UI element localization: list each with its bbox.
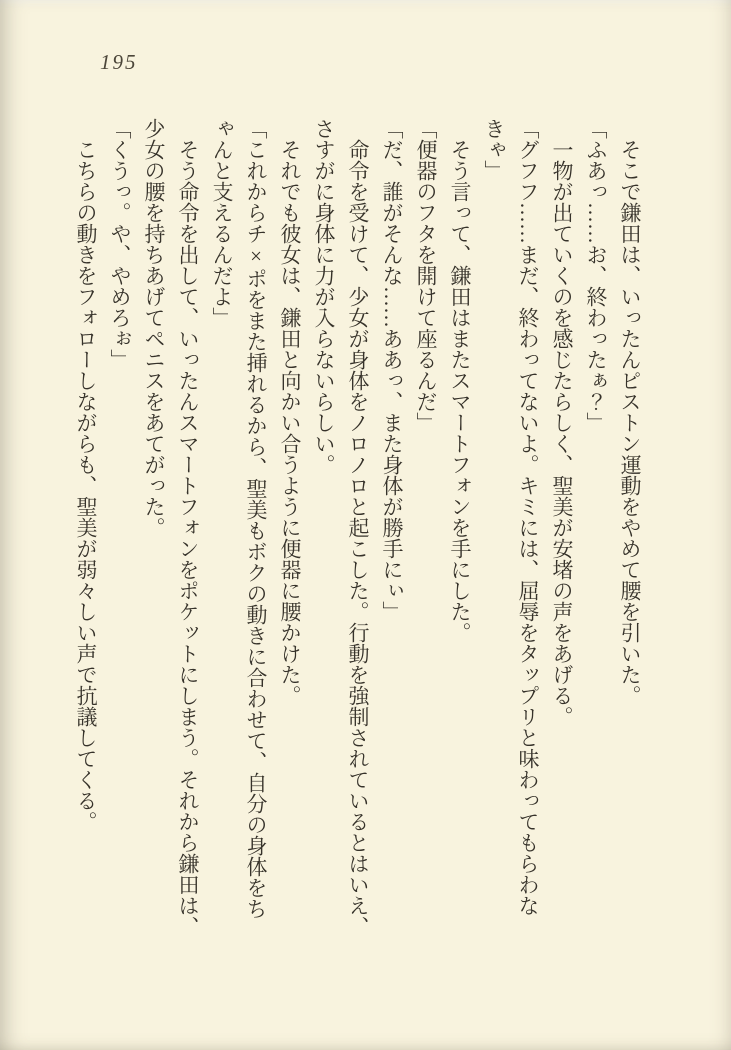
text-column: 「グフフ……まだ、終わってないよ。キミには、屈辱をタップリと味わってもらわな (516, 118, 540, 916)
text-block (69, 118, 647, 966)
text-column: そう言って、鎌田はまたスマートフォンを手にした。 (448, 118, 472, 643)
text-column: こちらの動きをフォローしながらも、聖美が弱々しい声で抗議してくる。 (74, 118, 98, 832)
text-column: 「便器のフタを開けて座るんだ」 (414, 118, 438, 433)
text-column: 一物が出ていくのを感じたらしく、聖美が安堵の声をあげる。 (550, 118, 574, 727)
text-column: 「くうっ。や、やめろぉ」 (108, 118, 132, 370)
text-column: 少女の腰を持ちあげてペニスをあてがった。 (142, 118, 166, 538)
text-column: 命令を受けて、少女が身体をノロノロと起こした。行動を強制されているとはいえ、 (346, 118, 370, 937)
text-column: 「ふあっ……お、終わったぁ？」 (584, 118, 608, 433)
text-column: さすがに身体に力が入らないらしい。 (312, 118, 336, 475)
text-column: ゃんと支えるんだよ」 (210, 118, 234, 328)
text-column: 「だ、誰がそんな……ああっ、また身体が勝手にぃ」 (380, 118, 404, 622)
text-column: そこで鎌田は、いったんピストン運動をやめて腰を引いた。 (618, 118, 642, 706)
page-number: 195 (100, 50, 138, 74)
text-column: そう命令を出して、いったんスマートフォンをポケットにしまう。それから鎌田は、 (176, 118, 200, 937)
text-column: 「これからチ×ポをまた挿れるから、聖美もボクの動きに合わせて、自分の身体をち (244, 118, 268, 919)
text-column: それでも彼女は、鎌田と向かい合うように便器に腰かけた。 (278, 118, 302, 706)
text-column: きゃ」 (482, 118, 506, 181)
